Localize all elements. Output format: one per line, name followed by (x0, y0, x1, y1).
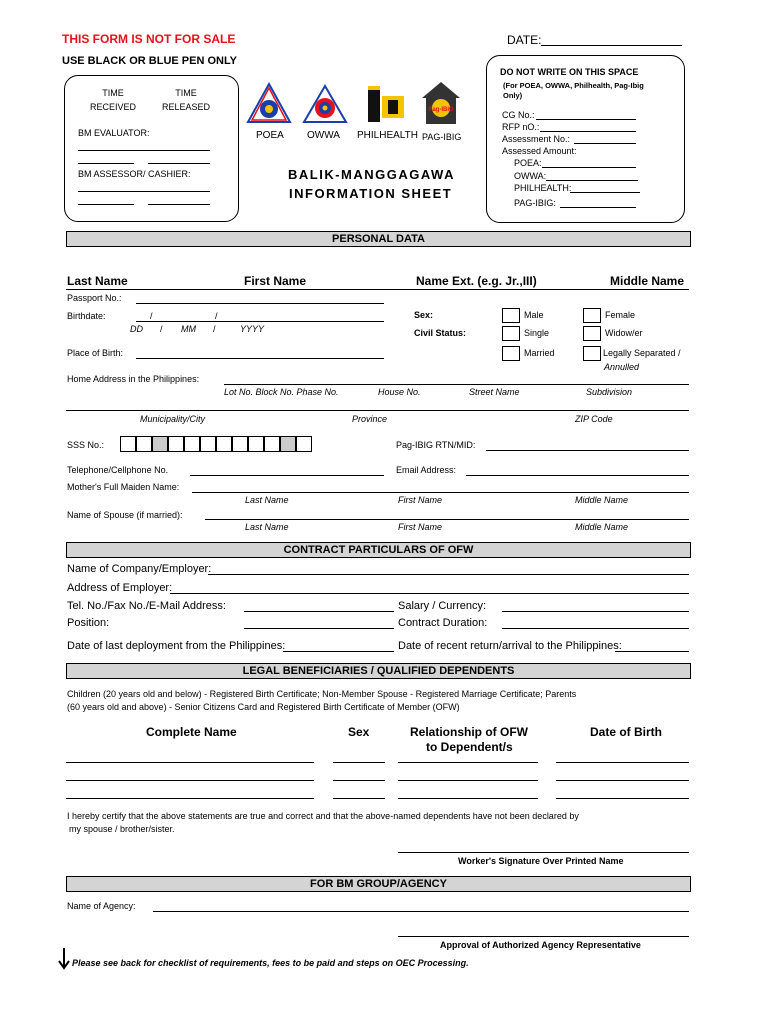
married-checkbox[interactable] (502, 346, 520, 361)
cg-no-field[interactable] (536, 119, 636, 120)
birthdate-slash-2: / (215, 311, 218, 321)
spouse-name-field[interactable] (205, 519, 689, 520)
legally-separated-checkbox[interactable] (583, 346, 601, 361)
assessed-poea-label: POEA: (514, 158, 542, 168)
first-name-label: First Name (244, 274, 307, 288)
assessment-no-field[interactable] (574, 143, 636, 144)
employer-address-field[interactable] (170, 593, 689, 594)
mother-middle-name-sub: Middle Name (575, 495, 629, 505)
place-of-birth-label: Place of Birth: (67, 348, 124, 358)
female-checkbox[interactable] (583, 308, 601, 323)
birthdate-slash-4: / (213, 324, 216, 334)
home-address-line-2[interactable] (66, 410, 689, 411)
pagibig-logo-icon (420, 80, 462, 126)
assessed-philhealth-label: PHILHEALTH: (514, 183, 572, 193)
middle-name-label: Middle Name (610, 274, 685, 288)
beneficiaries-note-1: Children (20 years old and below) - Registered Birth Certificate; Non-Member Spouse - Registered Marriage Certificate; Parents (67, 689, 577, 699)
dependent-1-sex[interactable] (333, 762, 385, 763)
single-label: Single (524, 328, 550, 338)
lot-no-label: Lot No. Block No. Phase No. (224, 387, 339, 397)
passport-label: Passport No.: (67, 293, 122, 303)
form-title-line2: INFORMATION SHEET (289, 186, 453, 201)
company-field[interactable] (208, 574, 689, 575)
last-deployment-field[interactable] (283, 651, 394, 652)
sss-digit-2[interactable] (136, 436, 152, 452)
sss-digit-4[interactable] (184, 436, 200, 452)
annulled-label: Annulled (604, 362, 640, 372)
telephone-field[interactable] (190, 475, 384, 476)
time-released-label: TIME RELEASED (161, 88, 211, 112)
home-address-label: Home Address in the Philippines: (67, 374, 200, 384)
email-field[interactable] (466, 475, 689, 476)
salary-label: Salary / Currency: (398, 600, 487, 612)
agency-section-bar: FOR BM GROUP/AGENCY (66, 876, 691, 892)
assessed-owwa-field[interactable] (546, 180, 638, 181)
dependent-3-dob[interactable] (556, 798, 689, 799)
form-title-line1: BALIK-MANGGAGAWA (288, 167, 455, 182)
name-ext-label: Name Ext. (e.g. Jr.,III) (416, 274, 537, 288)
dependent-2-dob[interactable] (556, 780, 689, 781)
house-no-label: House No. (378, 387, 421, 397)
worker-signature-label: Worker's Signature Over Printed Name (458, 856, 624, 866)
bm-assessor-sub-field-1[interactable] (78, 204, 134, 205)
personal-data-section-bar: PERSONAL DATA (66, 231, 691, 247)
spouse-last-name-sub: Last Name (245, 522, 289, 532)
sss-digit-5[interactable] (200, 436, 216, 452)
agency-approval-label: Approval of Authorized Agency Representative (440, 940, 641, 950)
married-label: Married (524, 348, 555, 358)
salary-field[interactable] (502, 611, 689, 612)
assessed-owwa-label: OWWA: (514, 171, 547, 181)
name-field[interactable] (66, 289, 689, 290)
mother-first-name-sub: First Name (398, 495, 443, 505)
arrow-down-icon (58, 948, 70, 970)
widow-checkbox[interactable] (583, 326, 601, 341)
pagibig-rtn-field[interactable] (486, 450, 689, 451)
sss-digit-8[interactable] (248, 436, 264, 452)
sss-digit-1[interactable] (120, 436, 136, 452)
bm-assessor-sub-field-2[interactable] (148, 204, 210, 205)
assessed-poea-field[interactable] (542, 167, 636, 168)
sss-digit-9[interactable] (264, 436, 280, 452)
assessed-philhealth-field[interactable] (570, 192, 640, 193)
relationship-header-2: to Dependent/s (426, 740, 513, 754)
last-deployment-label: Date of last deployment from the Philippines: (67, 640, 286, 652)
legally-separated-label: Legally Separated / (603, 348, 681, 358)
sss-label: SSS No.: (67, 440, 105, 450)
dependent-2-name[interactable] (66, 780, 314, 781)
birthdate-slash-3: / (160, 324, 163, 334)
sss-separator-2 (280, 436, 296, 452)
agency-name-field[interactable] (153, 911, 689, 912)
employer-address-label: Address of Employer: (67, 582, 173, 594)
birthdate-field[interactable] (136, 321, 384, 322)
assessed-pagibig-field[interactable] (560, 207, 636, 208)
contract-section-bar: CONTRACT PARTICULARS OF OFW (66, 542, 691, 558)
not-for-sale-notice: THIS FORM IS NOT FOR SALE (62, 32, 236, 46)
assessment-no-label: Assessment No.: (502, 134, 571, 144)
zip-code-label: ZIP Code (575, 414, 613, 424)
office-use-sub2: Only) (503, 91, 523, 100)
relationship-header-1: Relationship of OFW (410, 725, 528, 739)
spouse-first-name-sub: First Name (398, 522, 443, 532)
male-checkbox[interactable] (502, 308, 520, 323)
telephone-label: Telephone/Cellphone No. (67, 465, 169, 475)
last-name-label: Last Name (67, 274, 128, 288)
sss-digit-3[interactable] (168, 436, 184, 452)
female-label: Female (605, 310, 636, 320)
certification-text-2: my spouse / brother/sister. (69, 824, 175, 834)
province-label: Province (352, 414, 388, 424)
footer-note: Please see back for checklist of requirements, fees to be paid and steps on OEC Processing. (72, 958, 469, 968)
passport-field[interactable] (136, 303, 384, 304)
bm-evaluator-label: BM EVALUATOR: (78, 128, 150, 138)
company-label: Name of Company/Employer: (67, 563, 212, 575)
bm-evaluator-sub-field-1[interactable] (78, 163, 134, 164)
mother-maiden-name-label: Mother's Full Maiden Name: (67, 482, 180, 492)
bm-assessor-label: BM ASSESSOR/ CASHIER: (78, 169, 191, 179)
dependent-1-dob[interactable] (556, 762, 689, 763)
poea-label: POEA (256, 130, 284, 141)
bm-assessor-field[interactable] (78, 191, 210, 192)
owwa-label: OWWA (307, 130, 340, 141)
employer-contact-label: Tel. No./Fax No./E-Mail Address: (67, 600, 226, 612)
owwa-logo-icon (302, 84, 348, 124)
rfp-no-label: RFP nO.: (502, 122, 540, 132)
male-label: Male (524, 310, 544, 320)
dependent-1-name[interactable] (66, 762, 314, 763)
assessed-amount-label: Assessed Amount: (502, 146, 577, 156)
agency-name-label: Name of Agency: (67, 901, 136, 911)
sss-separator-1 (152, 436, 168, 452)
dependent-3-relationship[interactable] (398, 798, 538, 799)
assessed-pagibig-label: PAG-IBIG: (514, 198, 556, 208)
pagibig-label: PAG-IBIG (422, 132, 462, 142)
philhealth-logo-icon (364, 84, 410, 124)
pagibig-logo-text: Pag-IBIG (428, 107, 454, 113)
spouse-middle-name-sub: Middle Name (575, 522, 629, 532)
dependent-3-name[interactable] (66, 798, 314, 799)
agency-approval-field[interactable] (398, 936, 689, 937)
office-use-heading: DO NOT WRITE ON THIS SPACE (500, 67, 639, 77)
dependent-2-relationship[interactable] (398, 780, 538, 781)
civil-status-label: Civil Status: (414, 328, 467, 338)
street-name-label: Street Name (469, 387, 520, 397)
date-field[interactable] (541, 45, 682, 46)
recent-return-field[interactable] (615, 651, 689, 652)
certification-text-1: I hereby certify that the above statements are true and correct and that the above-named dependents have not been declared by (67, 811, 579, 821)
office-use-sub1: (For POEA, OWWA, Philhealth, Pag-Ibig (503, 81, 644, 90)
recent-return-label: Date of recent return/arrival to the Philippines: (398, 640, 622, 652)
contract-duration-field[interactable] (502, 628, 689, 629)
home-address-line-1[interactable] (224, 384, 689, 385)
pen-note: USE BLACK OR BLUE PEN ONLY (62, 55, 238, 67)
beneficiaries-section-bar: LEGAL BENEFICIARIES / QUALIFIED DEPENDENTS (66, 663, 691, 679)
contract-duration-label: Contract Duration: (398, 617, 488, 629)
widow-label: Widow/er (605, 328, 643, 338)
place-of-birth-field[interactable] (136, 358, 384, 359)
philhealth-label: PHILHEALTH (357, 130, 418, 141)
municipality-label: Municipality/City (140, 414, 206, 424)
bm-evaluator-sub-field-2[interactable] (148, 163, 210, 164)
mother-maiden-name-field[interactable] (192, 492, 689, 493)
sex-label: Sex: (414, 310, 434, 320)
dependent-3-sex[interactable] (333, 798, 385, 799)
sss-digit-10[interactable] (296, 436, 312, 452)
single-checkbox[interactable] (502, 326, 520, 341)
complete-name-header: Complete Name (146, 725, 237, 739)
sss-digit-7[interactable] (232, 436, 248, 452)
spouse-name-label: Name of Spouse (if married): (67, 510, 183, 520)
sss-digit-6[interactable] (216, 436, 232, 452)
beneficiaries-note-2: (60 years old and above) - Senior Citizens Card and Registered Birth Certificate of Member (OFW) (67, 702, 460, 712)
bm-evaluator-field[interactable] (78, 150, 210, 151)
subdivision-label: Subdivision (586, 387, 633, 397)
dependent-2-sex[interactable] (333, 780, 385, 781)
rfp-no-field[interactable] (540, 131, 636, 132)
worker-signature-field[interactable] (398, 852, 689, 853)
employer-contact-field[interactable] (244, 611, 394, 612)
email-label: Email Address: (396, 465, 457, 475)
pagibig-rtn-label: Pag-IBIG RTN/MID: (396, 440, 476, 450)
sex-header: Sex (348, 725, 370, 739)
dependent-1-relationship[interactable] (398, 762, 538, 763)
date-label: DATE: (507, 33, 542, 47)
position-label: Position: (67, 617, 110, 629)
time-received-label: TIME RECEIVED (89, 88, 136, 112)
mother-last-name-sub: Last Name (245, 495, 289, 505)
date-of-birth-header: Date of Birth (590, 725, 662, 739)
birthdate-slash-1: / (150, 311, 153, 321)
poea-logo-icon (246, 82, 292, 124)
birthdate-dd-label: DD (130, 324, 143, 334)
position-field[interactable] (244, 628, 394, 629)
birthdate-yyyy-label: YYYY (240, 324, 265, 334)
birthdate-label: Birthdate: (67, 311, 106, 321)
cg-no-label: CG No.: (502, 110, 535, 120)
birthdate-mm-label: MM (181, 324, 196, 334)
